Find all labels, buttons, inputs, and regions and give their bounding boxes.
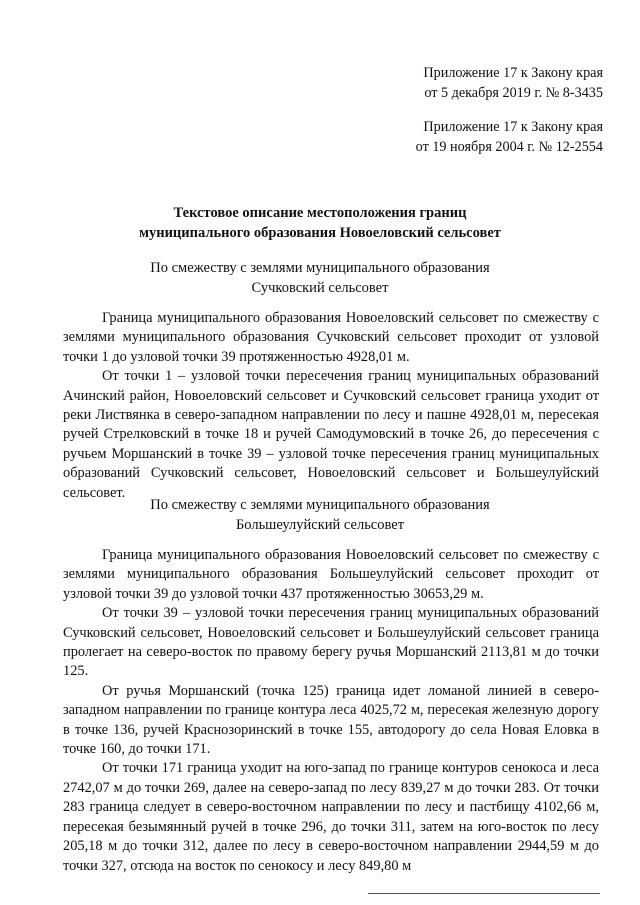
section-heading-suchkovsky [0,259,640,298]
annex-date-line: от 19 ноября 2004 г. № 12-2554 [415,138,603,155]
document-title [0,204,640,243]
heading-line: По смежеству с землями муниципального образования [150,497,490,513]
annex-header-current [423,64,603,103]
paragraph: От точки 39 – узловой точки пересечения границ муниципальных образований Сучковский сельсовет, Новоеловский сельсовет и Большеулуйский сельсовет граница пролегает на северо-восток по правому берегу ручья Моршанский 2113,81 м до точки 125. [63,605,599,680]
heading-line: Сучковский сельсовет [251,279,389,296]
annex-date-line: от 5 декабря 2019 г. № 8-3435 [424,84,603,101]
paragraph: От ручья Моршанский (точка 125) граница идет ломаной линией в северо-западном направлении по границе контура леса 4025,72 м, пересекая железную дорогу в точке 136, ручей Краснозоринский в точке 155, автодорогу до села Новая Еловка в точке 160, до точки 171. [63,682,599,758]
paragraph: От точки 1 – узловой точки пересечения границ муниципальных образований Ачинский район, Новоеловский сельсовет и Сучковский сельсовет граница уходит от реки Листвянка в северо-западном направлении по лесу и пашне 4928,01 м, пересекая ручей Стрелковский в точке 18 и ручей Самодумовский в точке 26, до пересечения с ручьем Моршанский в точке 39 – узловой точке пересечения границ муниципальных образований Сучковский сельсовет, Новоеловский сельсовет и Большеулуйский сельсовет. [63,368,599,501]
annex-line: Приложение 17 к Закону края [423,65,603,81]
heading-line: По смежеству с землями муниципального образования [150,260,490,276]
section-body-bolsheuluysky [63,546,599,876]
paragraph: От точки 171 граница уходит на юго-запад по границе контуров сенокоса и леса 2742,07 м до точки 269, далее на северо-запад по лесу 839,27 м до точки 283. От точки 283 граница следует в северо-восточном направлении по лесу и пастбищу 4102,66 м, пересекая безымянный ручей в точке 296, до точки 311, затем на юго-восток по лесу 205,18 м до точки 312, далее по лесу в северо-восточном направлении 2944,59 м до точки 327, отсюда на восток по сенокосу и лесу 849,80 м [63,760,599,874]
paragraph: Граница муниципального образования Новоеловский сельсовет по смежеству с землями муниципального образования Сучковский сельсовет проходит от узловой точки 1 до узловой точки 39 протяженностью 4928,01 м. [63,310,599,365]
annex-header-original [416,118,603,157]
footer-rule [368,893,600,894]
annex-line: Приложение 17 к Закону края [423,119,603,135]
title-line: муниципального образования Новоеловский сельсовет [139,224,501,241]
section-heading-bolsheuluysky [0,496,640,535]
heading-line: Большеулуйский сельсовет [235,516,405,533]
paragraph: Граница муниципального образования Новоеловский сельсовет по смежеству с землями муниципального образования Большеулуйский сельсовет проходит от узловой точки 39 до узловой точки 437 протяженностью 30653,29 м. [63,547,599,602]
title-line: Текстовое описание местоположения границ [173,205,467,221]
section-body-suchkovsky [63,309,599,503]
